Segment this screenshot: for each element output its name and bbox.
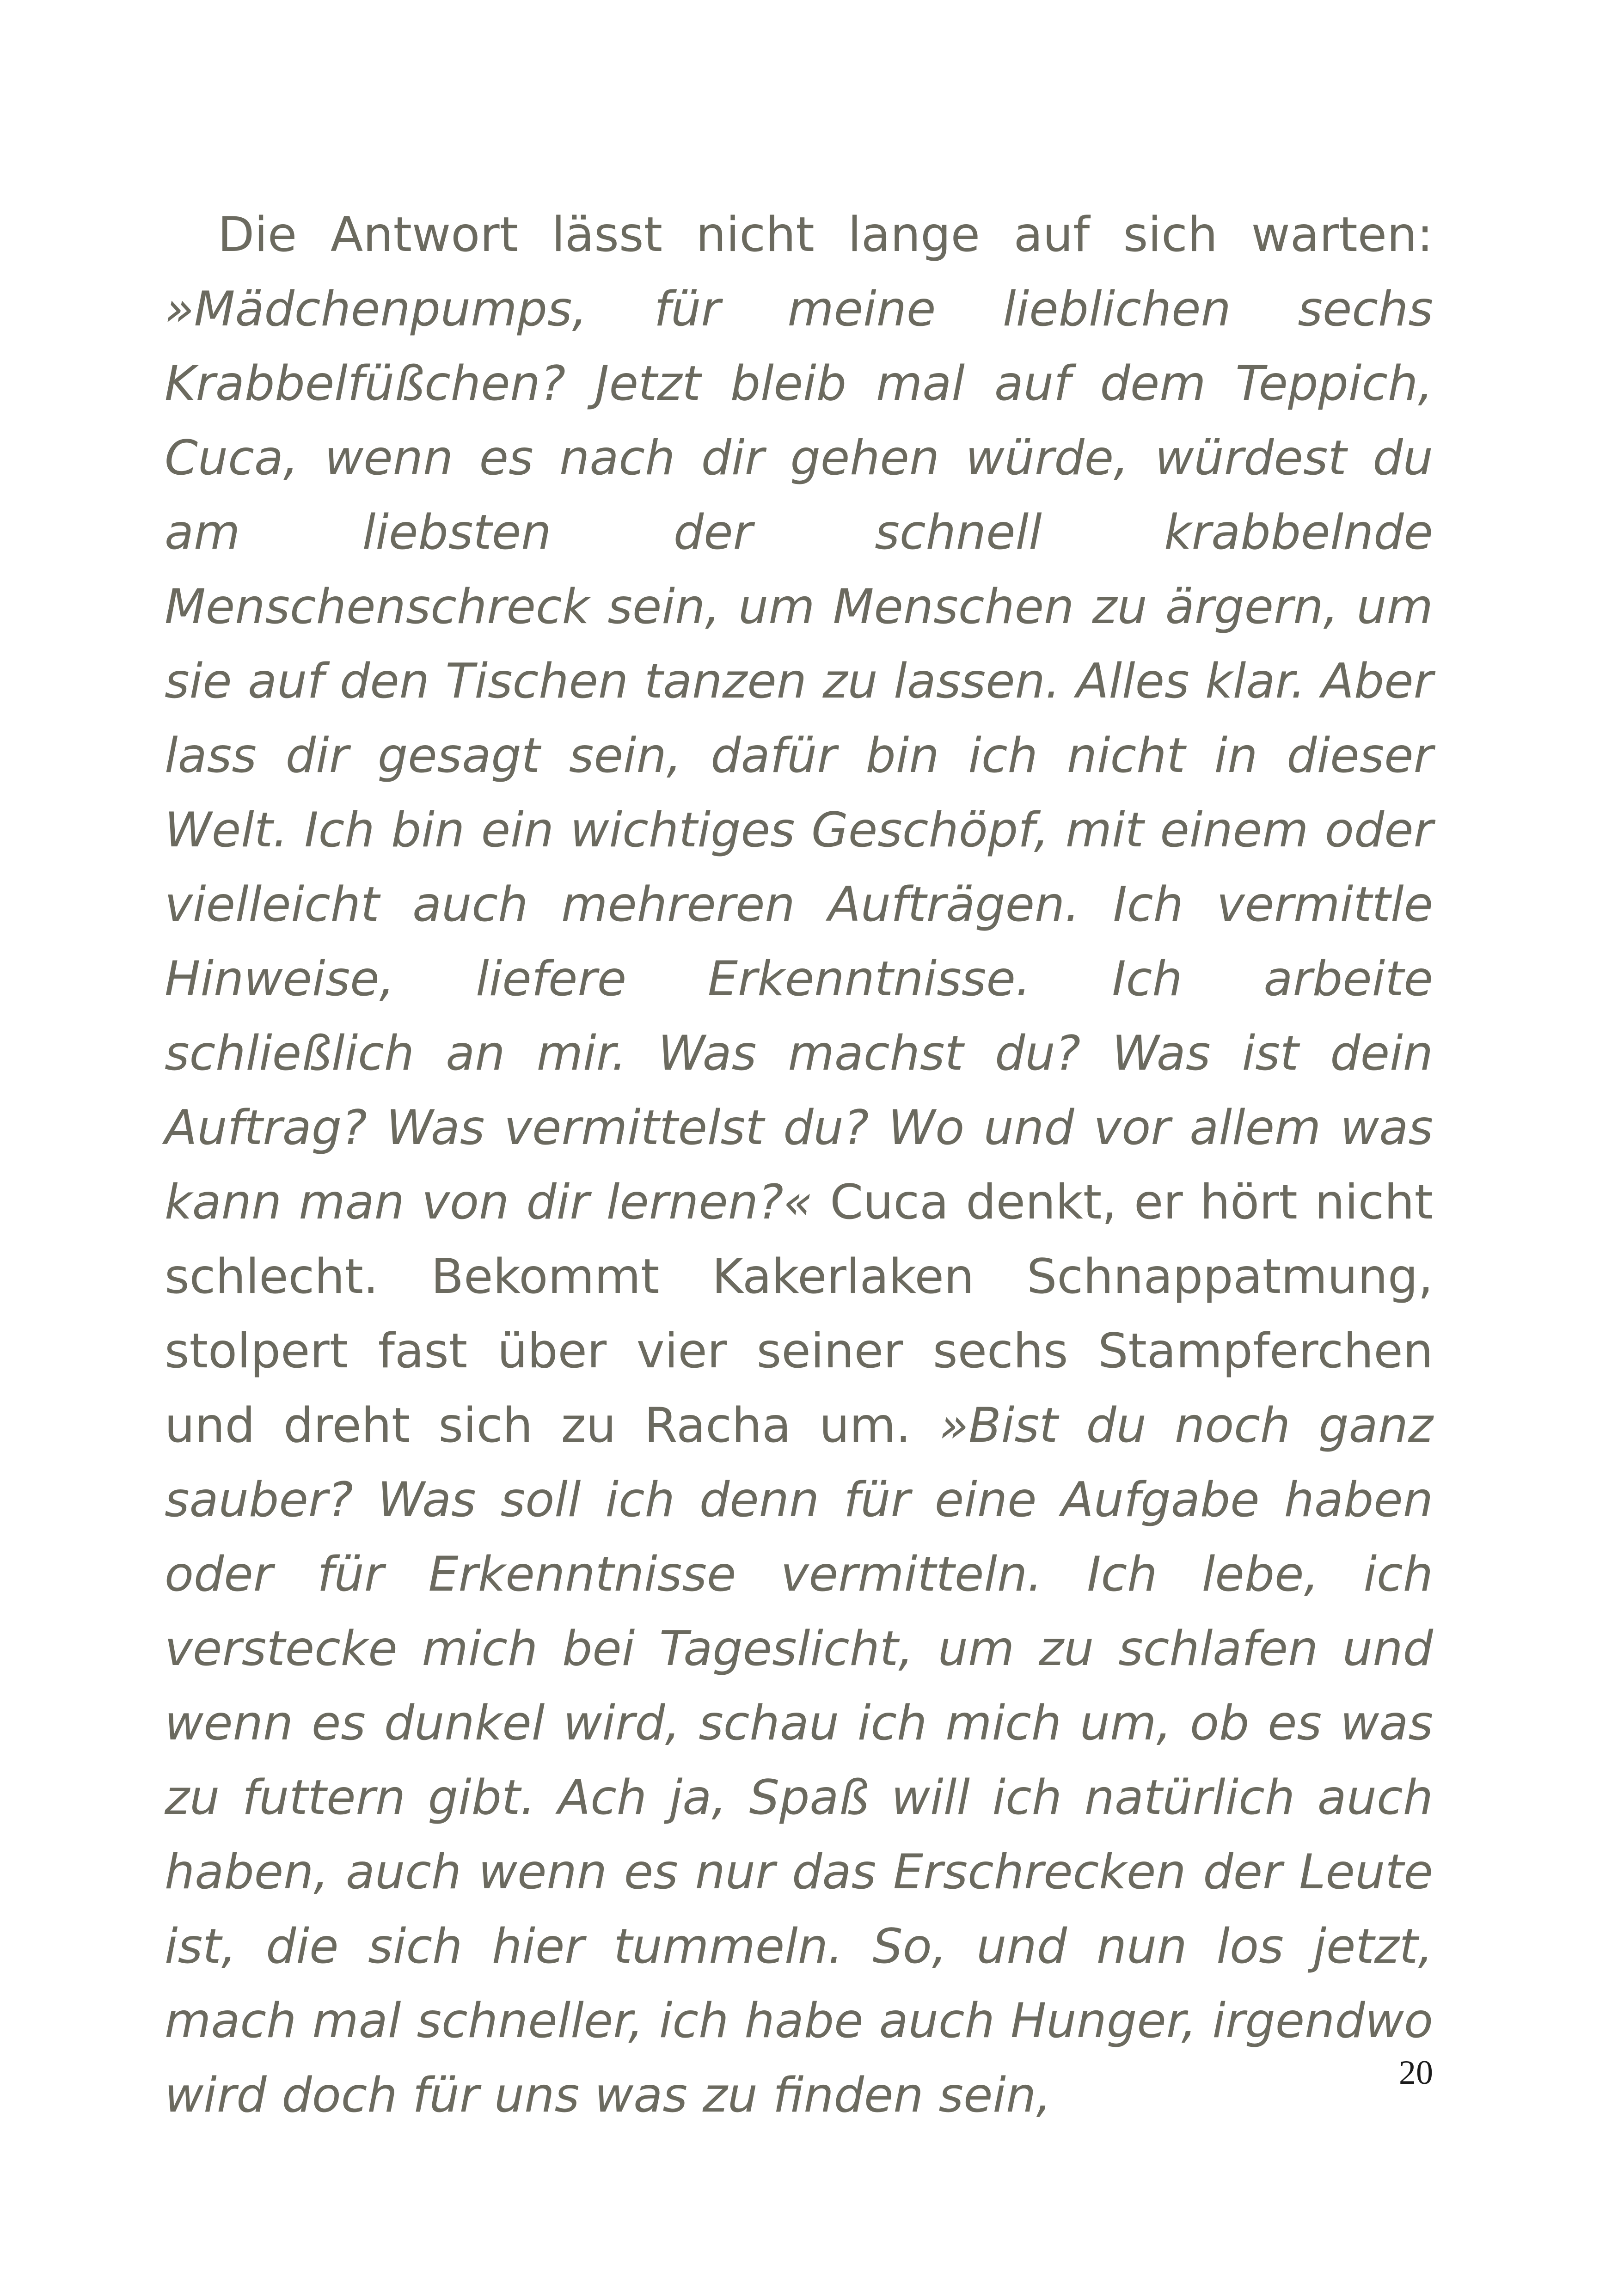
text-segment-4-italic: »Bist du noch ganz sauber? Was soll ich denn für eine Aufgabe haben oder für Erkenntnisse vermitteln. Ich lebe, ich verstecke mich bei Tageslicht, um zu schlafen und wenn es dunkel wird, schau ich mich um, ob es was zu futtern gibt. Ach ja, Spaß will ich natürlich auch haben, auch wenn es nur das Erschrecken der Leute ist, die sich hier tummeln. So, und nun los jetzt, mach mal schneller, ich habe auch Hunger, irgendwo wird doch für uns was zu finden sein, xyxy=(165,1398,1433,2123)
body-paragraph xyxy=(165,198,1433,2133)
page-number: 20 xyxy=(1399,2054,1433,2092)
text-segment-2-italic: »Mädchenpumps, für meine lieblichen sechs Krabbelfüßchen? Jetzt bleib mal auf dem Teppich, Cuca, wenn es nach dir gehen würde, würdest du am liebsten der schnell krabbelnde Menschenschreck sein, um Menschen zu ärgern, um sie auf den Tischen tanzen zu lassen. Alles klar. Aber lass dir gesagt sein, dafür bin ich nicht in dieser Welt. Ich bin ein wichtiges Geschöpf, mit einem oder vielleicht auch mehreren Aufträgen. Ich vermittle Hinweise, liefere Erkenntnisse. Ich arbeite schließlich an mir. Was machst du? Was ist dein Auftrag? Was vermittelst du? Wo und vor allem was kann man von dir lernen?« xyxy=(165,282,1433,1230)
text-segment-3: Cuca denkt, er hört nicht schlecht. Bekommt Kakerlaken Schnappatmung, stolpert fast über vier seiner sechs Stampferchen und dreht sich zu Racha um. xyxy=(165,1175,1433,1453)
text-segment-1: Die Antwort lässt nicht lange auf sich warten: xyxy=(218,207,1433,263)
